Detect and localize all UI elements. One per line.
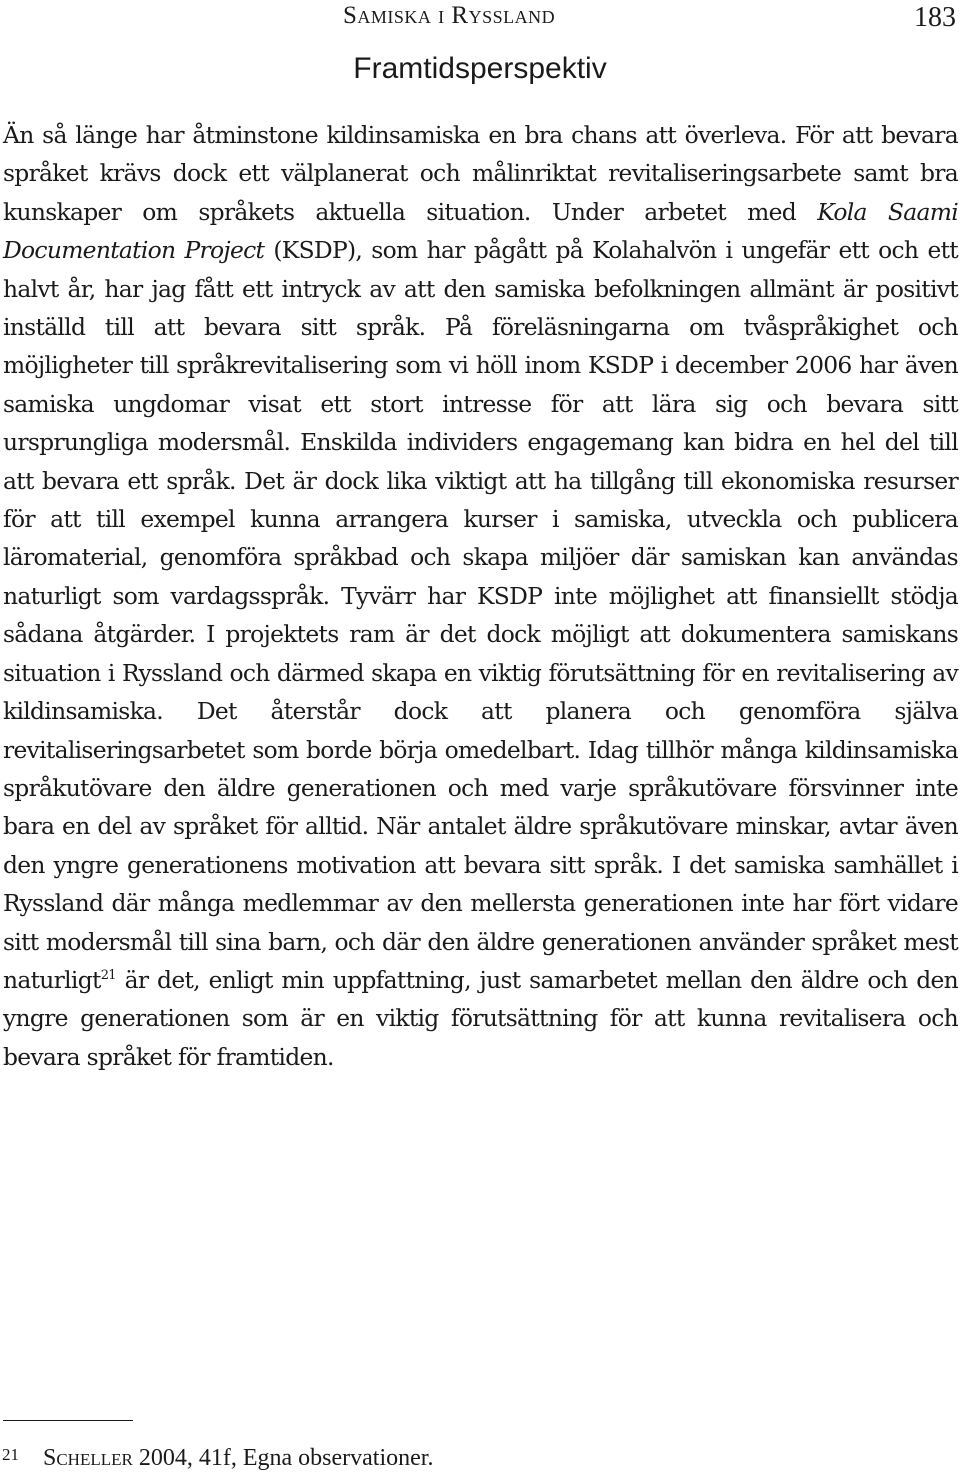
footnote-text: [43, 1445, 433, 1472]
section-title: Framtidsperspektiv: [353, 52, 607, 85]
running-title: Samiska i Ryssland: [343, 2, 556, 29]
running-header: [0, 0, 960, 40]
footnote-divider: [3, 1420, 133, 1421]
paragraph-text-part-3: är det, enligt min uppfattning, just samarbetet mellan den äldre och den yngre generationen som är en viktig förutsättning för att kunna revitalisera och bevara språket för framtiden.: [3, 965, 958, 1071]
body-paragraph: [3, 116, 958, 1076]
footnote-citation: 2004, 41f, Egna observationer.: [132, 1445, 434, 1471]
footnote-reference[interactable]: 21: [100, 968, 116, 984]
page-number: 183: [914, 2, 956, 33]
paragraph-text-part-1: Än så länge har åtminstone kildinsamiska en bra chans att överleva. För att bevara språket krävs dock ett välplanerat och målinriktat revitaliseringsarbete samt bra kunskaper om språkets aktuella situation. Under arbetet med: [3, 121, 958, 226]
footnote-author: Scheller: [43, 1445, 133, 1471]
footnote-number: 21: [2, 1445, 19, 1464]
paragraph-text-part-2: (KSDP), som har pågått på Kolahalvön i ungefär ett och ett halvt år, har jag fått ett intryck av att den samiska befolkningen allmänt är positivt inställd till att bevara sitt språk. På föreläsningarna om tvåspråkighet och möjligheter till språkrevitalisering som vi höll inom KSDP i december 2006 har även samiska ungdomar visat ett stort intresse för att lära sig och bevara sitt ursprungliga modersmål. Enskilda individers engagemang kan bidra en hel del till att bevara ett språk. Det är dock lika viktigt att ha tillgång till ekonomiska resurser för att till exempel kunna arrangera kurser i samiska, utveckla och publicera läromaterial, genomföra språkbad och skapa miljöer där samiskan kan användas naturligt som vardagsspråk. Tyvärr har KSDP inte möjlighet att finansiellt stödja sådana åtgärder. I projektets ram är det dock möjligt att dokumentera samiskans situation i Ryssland och därmed skapa en viktig förutsättning för en revitalisering av kildinsamiska. Det återstår dock att planera och genomföra själva revitaliseringsarbetet som borde börja omedelbart. Idag tillhör många kildinsamiska språkutövare den äldre generationen och med varje språkutövare försvinner inte bara en del av språket för alltid. När antalet äldre språkutövare minskar, avtar även den yngre generationens motivation att bevara sitt språk. I det samiska samhället i Ryssland där många medlemmar av den mellersta generationen inte har fört vidare sitt modersmål till sina barn, och där den äldre generationen använder språket mest naturligt: [3, 236, 958, 994]
project-name: Kola Saami Documentation Project: [3, 197, 959, 265]
